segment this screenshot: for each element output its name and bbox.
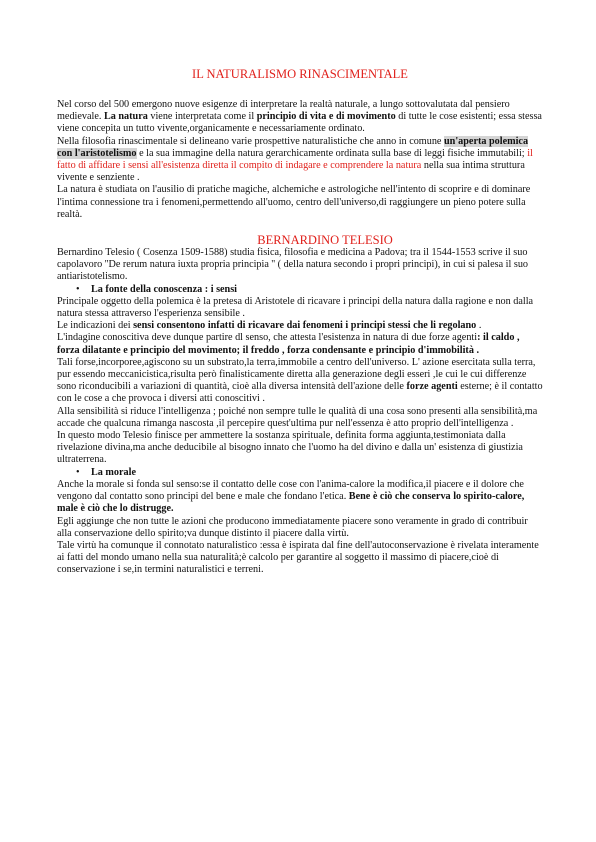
bold-run: La natura xyxy=(103,111,148,123)
bold-run: : il caldo , forza dilatante e principio del movimento; il freddo , forza condensante e principio d'immobilità . xyxy=(57,332,520,356)
text-run: di tutte le cose esistenti; essa stessa viene concepita un tutto vivente,organicamente e necessariamente ordinato. xyxy=(57,111,542,135)
bold-run: sensi consentono infatti di ricavare dai fenomeni i principi stessi che li regolano xyxy=(133,320,477,332)
s1-paragraph-5: Alla sensibilità si riduce l'intelligenza ; poiché non sempre tulle le qualità di una cosa sono presenti alla sensibilità,ma accade che qualcuna rimanga nascosta ,il percepire quest'ultima pur nell'essenza è atto proprio dell'intelligenza . xyxy=(57,405,538,429)
red-run: il fatto di affidare i sensi all'esistenza diretta il compito di indagare e comprendere la natura xyxy=(57,147,533,172)
text-run: nella sua intima struttura vivente e senziente . xyxy=(57,160,525,184)
text-run: e la sua immagine della natura gerarchicamente ordinata sulla base di leggi fisiche immutabili; xyxy=(136,147,528,159)
bullet-icon: • xyxy=(76,466,80,478)
bold-run: Bene è ciò che conserva lo spirito-calore, male è ciò che lo distrugge. xyxy=(57,491,525,515)
intro-paragraph-3: La natura è studiata on l'ausilio di pratiche magiche, alchemiche e astrologiche nell'intento di scoprire e di dominare l'intima connessione tra i fenomeni,permettendo all'uomo, centro dell'universo,di raggiungere un pieno potere sulla realtà. xyxy=(57,184,531,220)
intro-paragraph-1 xyxy=(57,99,543,136)
bullet-heading-1 xyxy=(57,284,543,296)
bullet-label: La morale xyxy=(91,466,136,478)
text-run: viene interpretata come il xyxy=(147,111,257,123)
page-title: IL NATURALISMO RINASCIMENTALE xyxy=(192,67,408,81)
s1-paragraph-2 xyxy=(57,320,543,332)
s2-paragraph-3: Tale virtù ha comunque il connotato naturalistico :essa è ispirata dal fine dell'autoconservazione è rivelata interamente ai fatti del mondo umano nella sua naturalità;è calcolo per garantire al soggetto il massimo di piacere,cioè di conservazione i se,in termini naturalistici e terreni. xyxy=(57,539,539,576)
text-run: Nel corso del 500 emergono nuove esigenze di interpretare la realtà naturale, a lungo sottovalutata dal pensiero medievale. xyxy=(57,99,510,123)
intro-paragraph-2 xyxy=(57,136,543,185)
highlighted-run: un'aperta polemica con l'aristotelismo xyxy=(57,135,529,159)
bullet-label: La fonte della conoscenza : i sensi xyxy=(91,283,238,295)
s1-paragraph-6: In questo modo Telesio finisce per ammettere la sostanza spirituale, definita forma aggiunta,testimoniata dalla rivelazione divina,ma anche deducibile al bisogno innato che l'uomo ha del divino e dalla un' esistenza di giustizia ultraterrena. xyxy=(57,430,523,466)
document-body xyxy=(57,67,543,577)
bold-run: principio di vita e di movimento xyxy=(256,111,396,123)
s1-paragraph-3 xyxy=(57,332,543,356)
text-run: esterne; è il contatto con le cose a che provoca i diversi atti conoscitivi . xyxy=(57,381,543,405)
bold-run: forze agenti xyxy=(406,381,458,393)
text-run: Nella filosofia rinascimentale si delineano varie prospettive naturalistiche che anno in comune xyxy=(57,135,444,147)
s1-paragraph-1: Principale oggetto della polemica è la pretesa di Aristotele di ricavare i principi della natura dalla ragione e non dalla natura stessa attraverso l'esperienza sensibile . xyxy=(57,295,534,320)
bio-paragraph: Bernardino Telesio ( Cosenza 1509-1588) studia fisica, filosofia e medicina a Padova; tra il 1544-1553 scrive il suo capolavoro ''De rerum natura iuxta propria principia '' ( della natura secondo i propri principi), in cui si palesa il suo antiaristotelismo. xyxy=(57,247,529,283)
text-run: Le indicazioni dei xyxy=(57,320,134,332)
s1-paragraph-4 xyxy=(57,357,543,406)
section-heading: BERNARDINO TELESIO xyxy=(257,233,393,248)
text-run: L'indagine conoscitiva deve dunque partire dl senso, che attesta l'esistenza in natura di due forze agenti xyxy=(57,332,478,344)
text-run: Tali forse,incorporee,agiscono su un substrato,la terra,immobile a centro dell'universo. L' azione esercitata sulla terra, pur essendo meccanicistica,risulta però finalisticamente diretta alla generazione degli esseri ,le cui le cui differenze sono riconducibili a variazioni di quantità, cioè alla diversa intensità dell'azione delle xyxy=(57,356,536,393)
s2-paragraph-1 xyxy=(57,479,543,516)
bullet-heading-2 xyxy=(57,467,543,479)
text-run: Anche la morale si fonda sul senso:se il contatto delle cose con l'anima-calore la modifica,il piacere e il dolore che vengono dal contatto sono principi del bene e male che fondano l'etica. xyxy=(57,478,524,503)
s2-paragraph-2: Egli aggiunge che non tutte le azioni che producono immediatamente piacere sono veramente in grado di contribuir alla conservazione dello spirito;va dunque distinto il piacere dalla virtù. xyxy=(57,515,528,539)
bullet-icon: • xyxy=(76,283,80,295)
text-run: . xyxy=(476,320,482,332)
